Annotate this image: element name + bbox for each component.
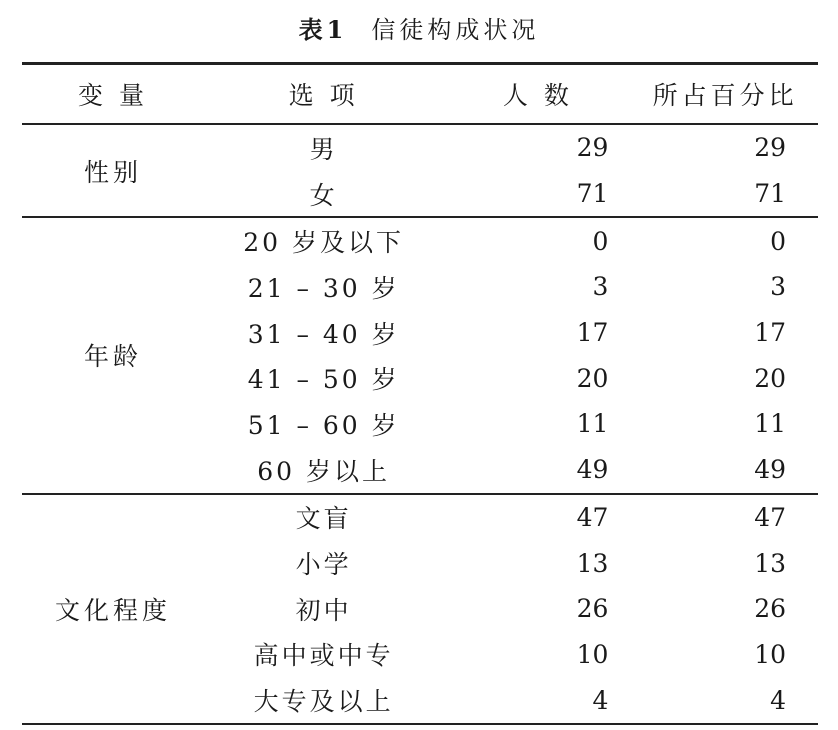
header-count: 人 数 <box>502 81 573 110</box>
count-cell: 4 <box>443 677 632 724</box>
table-row <box>22 217 818 264</box>
header-percent: 所占百分比 <box>652 81 798 110</box>
count-cell: 71 <box>443 171 632 218</box>
table-header-row <box>22 64 818 125</box>
count-cell: 47 <box>576 502 609 532</box>
option-cell: 21 – 30 岁 <box>247 273 400 303</box>
table-row <box>22 124 818 171</box>
option-cell: 51 – 60 岁 <box>247 410 400 440</box>
count-cell: 3 <box>592 272 609 302</box>
percent-cell: 47 <box>754 502 786 532</box>
option-cell: 41 – 50 岁 <box>247 365 400 395</box>
count-cell: 20 <box>576 363 609 393</box>
table-title-label: 表 <box>298 15 325 44</box>
count-cell: 26 <box>576 594 609 624</box>
percent-cell: 26 <box>754 594 786 624</box>
count-cell: 29 <box>576 133 609 163</box>
percent-cell: 49 <box>632 447 818 494</box>
believer-composition-table <box>22 62 818 725</box>
option-cell: 男 <box>309 134 338 164</box>
variable-cell: 年龄 <box>22 217 204 493</box>
table-title <box>0 10 838 45</box>
percent-cell: 3 <box>770 272 786 302</box>
header-option: 选 项 <box>288 81 359 110</box>
table-title-name: 信徒构成状况 <box>371 16 540 44</box>
option-cell: 31 – 40 岁 <box>247 319 400 349</box>
option-cell: 文盲 <box>295 504 352 534</box>
option-cell: 20 岁及以下 <box>243 228 405 258</box>
count-cell: 17 <box>576 318 609 348</box>
percent-cell: 13 <box>754 548 786 578</box>
option-cell: 高中或中专 <box>253 641 394 671</box>
percent-cell: 29 <box>754 133 786 163</box>
percent-cell: 71 <box>632 171 818 218</box>
percent-cell: 0 <box>770 226 786 256</box>
percent-cell: 20 <box>754 363 786 393</box>
header-variable: 变 量 <box>78 81 148 110</box>
count-cell: 49 <box>443 447 632 494</box>
percent-cell: 4 <box>632 677 818 724</box>
table-title-number: 1 <box>326 15 346 44</box>
option-cell: 初中 <box>295 595 352 625</box>
count-cell: 10 <box>576 639 609 669</box>
option-cell: 女 <box>204 171 443 218</box>
count-cell: 11 <box>576 409 609 439</box>
percent-cell: 17 <box>754 318 786 348</box>
option-cell: 小学 <box>295 550 352 580</box>
count-cell: 13 <box>576 548 609 578</box>
percent-cell: 10 <box>754 639 786 669</box>
count-cell: 0 <box>592 226 609 256</box>
variable-cell: 文化程度 <box>22 494 204 724</box>
variable-cell: 性别 <box>22 124 204 217</box>
option-cell: 60 岁以上 <box>204 447 443 494</box>
table-row <box>22 494 818 541</box>
percent-cell: 11 <box>754 409 786 439</box>
option-cell: 大专及以上 <box>204 677 443 724</box>
